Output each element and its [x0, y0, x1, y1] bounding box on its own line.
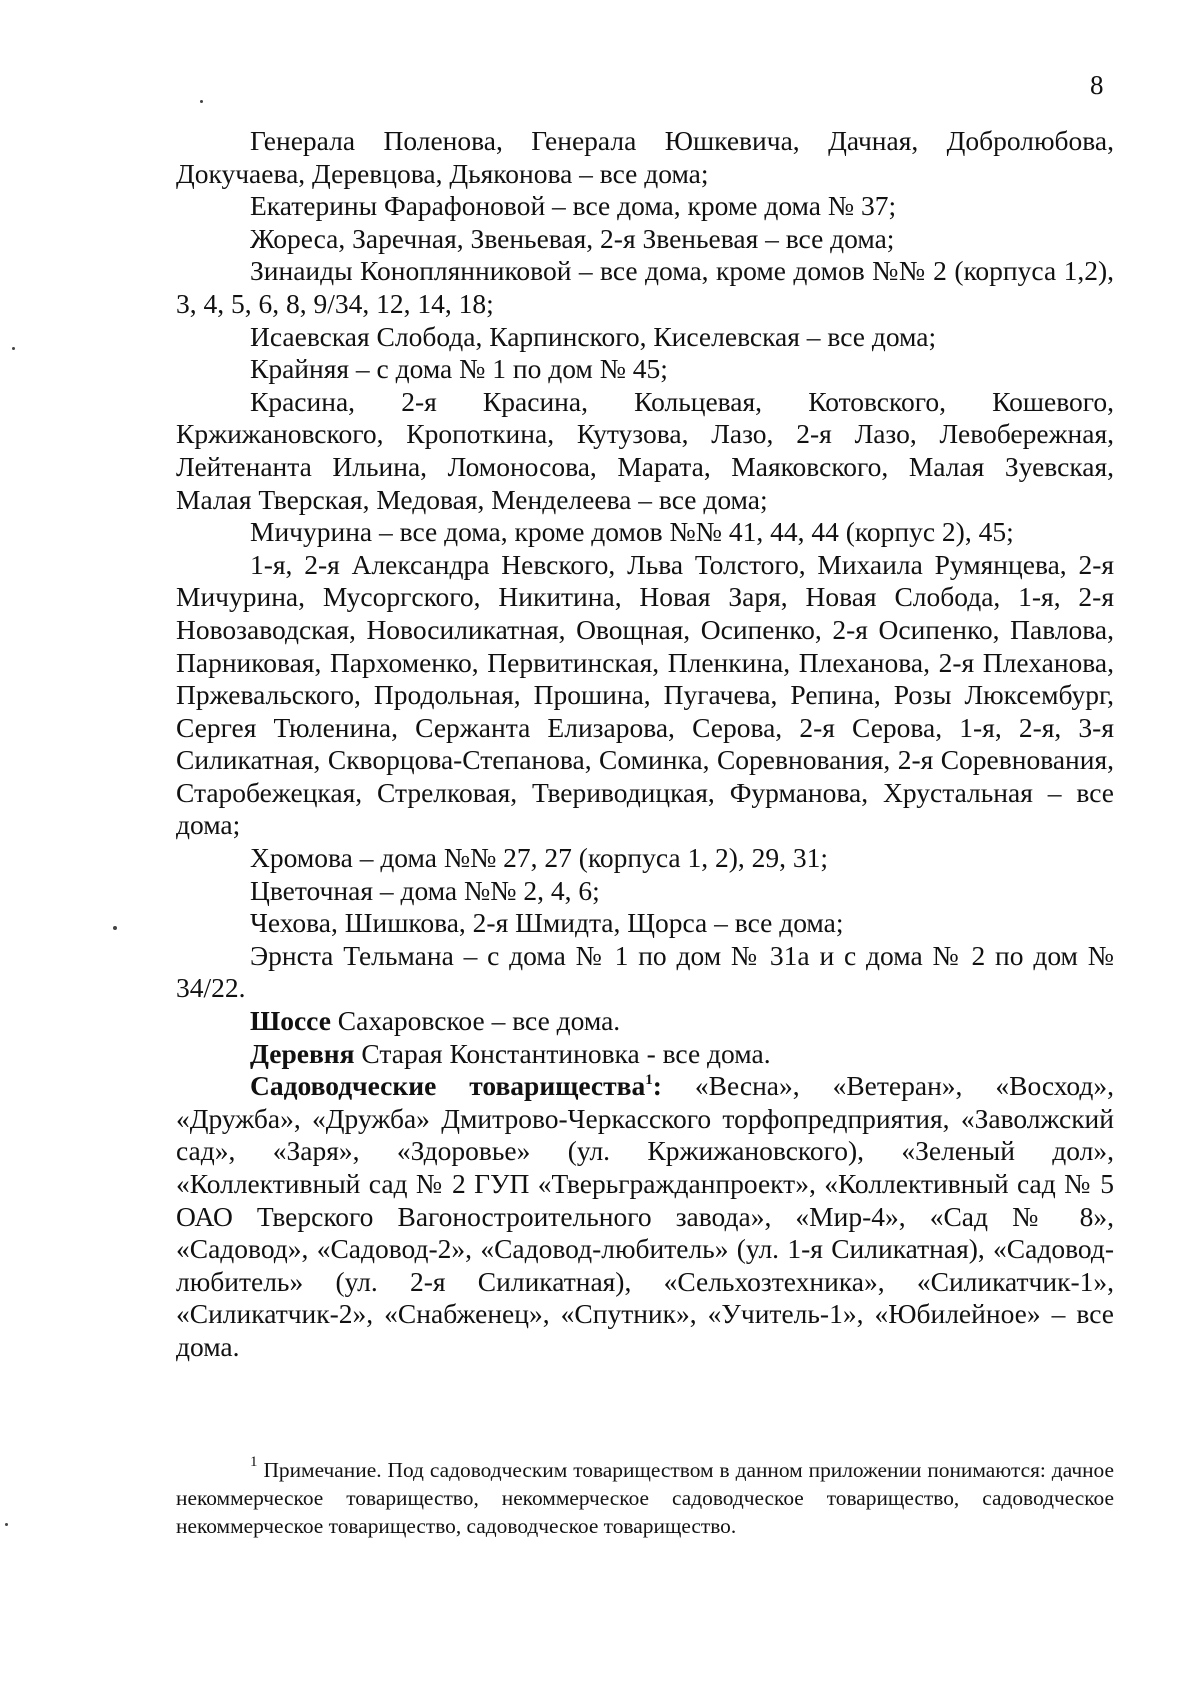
paragraph-text: Чехова, Шишкова, 2-я Шмидта, Щорса – все дома;: [250, 907, 844, 939]
page-number: 8: [1090, 70, 1104, 100]
paragraph-text: Красина, 2-я Красина, Кольцевая, Котовского, Кошевого, Кржижановского, Кропоткина, Кутузова, Лазо, 2-я Лазо, Левобережная, Лейтенанта Ильина, Ломоносова, Марата, Маяковского, Малая Зуевская, Малая Тверская, Медовая, Менделеева – все дома;: [176, 385, 1114, 515]
scan-speck: [200, 100, 203, 103]
paragraph: [176, 940, 1114, 1005]
address-list: [176, 125, 1114, 1364]
paragraph-highway: [176, 1005, 1114, 1038]
paragraph: [176, 907, 1114, 940]
scan-speck: [5, 1523, 8, 1526]
heading-colon: :: [652, 1070, 662, 1102]
paragraph-text: Старая Константиновка - все дома.: [354, 1037, 771, 1069]
paragraph: [176, 255, 1114, 320]
paragraph-text: Эрнста Тельмана – с дома № 1 по дом № 31а и с дома № 2 по дом № 34/22.: [176, 939, 1114, 1004]
paragraph: [176, 223, 1114, 256]
paragraph-text: Мичурина – все дома, кроме домов №№ 41, 44, 44 (корпус 2), 45;: [250, 516, 1014, 548]
paragraph-garden-partnerships: [176, 1070, 1114, 1363]
scan-speck: [113, 926, 117, 930]
paragraph: [176, 842, 1114, 875]
paragraph-text: Сахаровское – все дома.: [330, 1005, 621, 1037]
paragraph-text: Исаевская Слобода, Карпинского, Киселевская – все дома;: [250, 320, 937, 352]
paragraph-text: «Весна», «Ветеран», «Восход», «Дружба», «Дружба» Дмитрово-Черкасского торфопредприятия, «Заволжский сад», «Заря», «Здоровье» (ул. Кржижановского), «Зеленый дол», «Коллективный сад № 2 ГУП «Тверьгражданпроект», «Коллективный сад № 5 ОАО Тверского Вагоностроительного завода», «Мир-4», «Сад № 8», «Садовод», «Садовод-2», «Садовод-любитель» (ул. 1-я Силикатная), «Садовод-любитель» (ул. 2-я Силикатная), «Сельхозтехника», «Силикатчик-1», «Силикатчик-2», «Снабженец», «Спутник», «Учитель-1», «Юбилейное» – все дома.: [176, 1070, 1115, 1362]
paragraph-village: [176, 1038, 1114, 1071]
paragraph-heading: Шоссе: [250, 1005, 331, 1037]
paragraph-text: Хромова – дома №№ 27, 27 (корпуса 1, 2), 29, 31;: [250, 842, 829, 874]
paragraph-text: Екатерины Фарафоновой – все дома, кроме дома № 37;: [250, 190, 897, 222]
paragraph-text: 1-я, 2-я Александра Невского, Льва Толстого, Михаила Румянцева, 2-я Мичурина, Мусоргского, Никитина, Новая Заря, Новая Слобода, 1-я, 2-я Новозаводская, Новосиликатная, Овощная, Осипенко, 2-я Осипенко, Павлова, Парниковая, Пархоменко, Первитинская, Пленкина, Плеханова, 2-я Плеханова, Пржевальского, Продольная, Прошина, Пугачева, Репина, Розы Люксембург, Сергея Тюленина, Сержанта Елизарова, Серова, 2-я Серова, 1-я, 2-я, 3-я Силикатная, Скворцова-Степанова, Соминка, Соревнования, 2-я Соревнования, Старобежецкая, Стрелковая, Твериводицкая, Фурманова, Хрустальная – все дома;: [176, 548, 1114, 841]
paragraph: [176, 516, 1114, 549]
footnote-marker: 1: [250, 1454, 258, 1470]
paragraph-text: Зинаиды Коноплянниковой – все дома, кроме домов №№ 2 (корпуса 1,2), 3, 4, 5, 6, 8, 9/34, 12, 14, 18;: [176, 255, 1114, 319]
paragraph: [176, 386, 1114, 516]
paragraph: [176, 353, 1114, 386]
paragraph-heading: Садоводческие товарищества: [250, 1070, 646, 1102]
paragraph: [176, 125, 1114, 190]
footnote-reference[interactable]: 1: [645, 1072, 653, 1089]
paragraph-text: Генерала Поленова, Генерала Юшкевича, Дачная, Добролюбова, Докучаева, Деревцова, Дьяконова – все дома;: [176, 125, 1114, 189]
paragraph-text: Жореса, Заречная, Звеньевая, 2-я Звеньевая – все дома;: [250, 222, 895, 254]
paragraph: [176, 321, 1114, 354]
scan-speck: [12, 347, 15, 350]
paragraph: [176, 549, 1114, 842]
paragraph-text: Цветочная – дома №№ 2, 4, 6;: [250, 874, 600, 906]
paragraph-heading: Деревня: [250, 1037, 355, 1069]
paragraph: [176, 190, 1114, 223]
footnote-text: Примечание. Под садоводческим товариществом в данном приложении понимаются: дачное некоммерческое товарищество, некоммерческое садоводческое товарищество, садоводческое некоммерческое товарищество, садоводческое товарищество.: [176, 1458, 1114, 1538]
paragraph: [176, 875, 1114, 908]
footnote: [176, 1456, 1114, 1540]
footnote-paragraph: [176, 1456, 1114, 1540]
paragraph-text: Крайняя – с дома № 1 по дом № 45;: [250, 353, 668, 385]
